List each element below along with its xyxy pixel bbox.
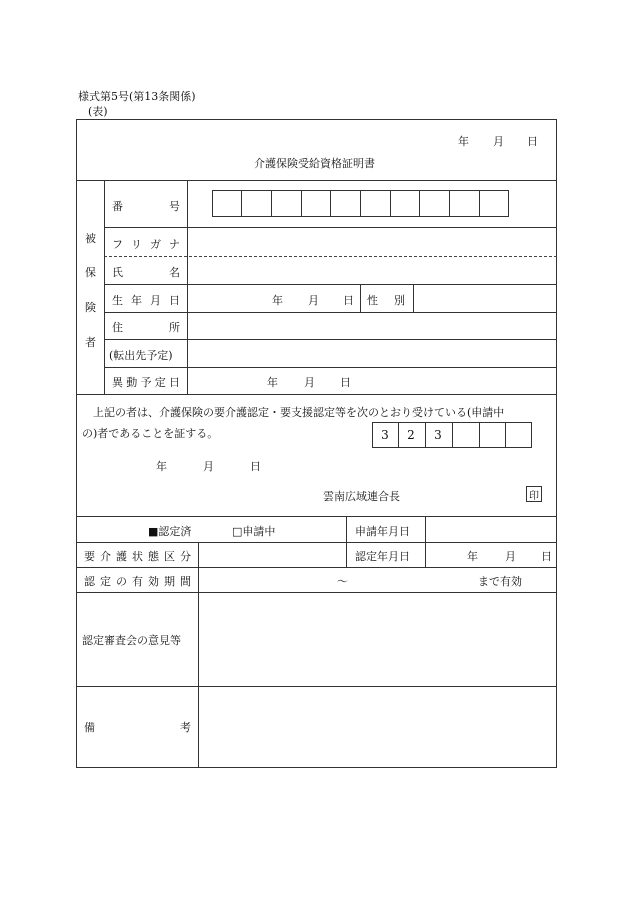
insured-label-2: 保 [85,266,96,279]
certify-line-2: の)者であることを証する。 [82,427,219,440]
opinion-label: 認定審査会の意見等 [82,634,181,647]
row-line [76,516,557,517]
validity-until: まで有効 [478,575,522,588]
certify-day: 日 [250,460,261,473]
move-day: 日 [340,376,351,389]
insured-label-3: 険 [85,301,96,314]
row-line [76,394,557,395]
row-line [76,592,557,593]
code-box-divider [479,422,480,448]
code-box-divider [505,422,506,448]
row-line [104,367,557,368]
move-month: 月 [304,376,315,389]
number-box-divider [271,190,272,217]
form-side: (表) [88,105,108,118]
number-box-divider [360,190,361,217]
dashed-line [104,256,557,257]
number-box-divider [479,190,480,217]
col-line [346,516,347,567]
code-digit-1: 3 [381,428,389,442]
form-title: 介護保険受給資格証明書 [254,157,375,170]
form-number: 様式第5号(第13条関係) [78,90,196,103]
code-digit-3: 3 [434,428,442,442]
col-line [104,180,105,394]
col-line [413,284,414,312]
col-line [187,180,188,394]
move-date-label: 異 動 予 定 日 [112,376,180,389]
code-digit-2: 2 [407,428,415,442]
number-box-divider [419,190,420,217]
row-line [76,542,557,543]
remarks-label: 備 考 [84,721,191,734]
row-line [104,339,557,340]
name-label: 氏 名 [112,266,180,279]
number-box-divider [390,190,391,217]
number-box-divider [301,190,302,217]
birth-day: 日 [343,294,354,307]
cert-year: 年 [467,550,478,563]
row-line [76,567,557,568]
validity-tilde: 〜 [337,575,348,588]
sex-label: 性 別 [367,294,405,307]
cert-day: 日 [541,550,552,563]
row-line [76,180,557,181]
top-year: 年 [458,135,469,148]
col-line [198,542,199,768]
col-line [425,516,426,567]
number-box-divider [330,190,331,217]
birth-label: 生 年 月 日 [112,294,180,307]
row-line [104,227,557,228]
number-box-divider [449,190,450,217]
top-month: 月 [493,135,504,148]
apply-date-label: 申請年月日 [355,525,410,538]
row-line [104,284,557,285]
forwarding-label: (転出先予定) [109,349,173,362]
insured-label-4: 者 [85,336,96,349]
move-year: 年 [267,376,278,389]
number-label: 番 号 [112,200,180,213]
row-line [76,686,557,687]
care-level-label: 要 介 護 状 態 区 分 [84,550,191,563]
row-line [104,312,557,313]
top-day: 日 [527,135,538,148]
birth-month: 月 [308,294,319,307]
certify-month: 月 [203,460,214,473]
validity-label: 認 定 の 有 効 期 間 [84,575,191,588]
applying-check[interactable]: □申請中 [232,525,276,538]
insured-label-1: 被 [85,232,96,245]
col-line [360,284,361,312]
birth-year: 年 [272,294,283,307]
issuer-name: 雲南広域連合長 [323,490,400,503]
address-label: 住 所 [112,321,180,334]
cert-month: 月 [505,550,516,563]
certify-year: 年 [156,460,167,473]
number-box-divider [241,190,242,217]
certify-line-1: 上記の者は、介護保険の要介護認定・要支援認定等を次のとおり受けている(申請中 [93,406,505,419]
certified-check[interactable]: ■認定済 [148,525,192,538]
furigana-label: フ リ ガ ナ [112,238,180,251]
code-box-divider [452,422,453,448]
cert-date-label: 認定年月日 [355,550,410,563]
seal-mark: 印 [526,486,542,502]
